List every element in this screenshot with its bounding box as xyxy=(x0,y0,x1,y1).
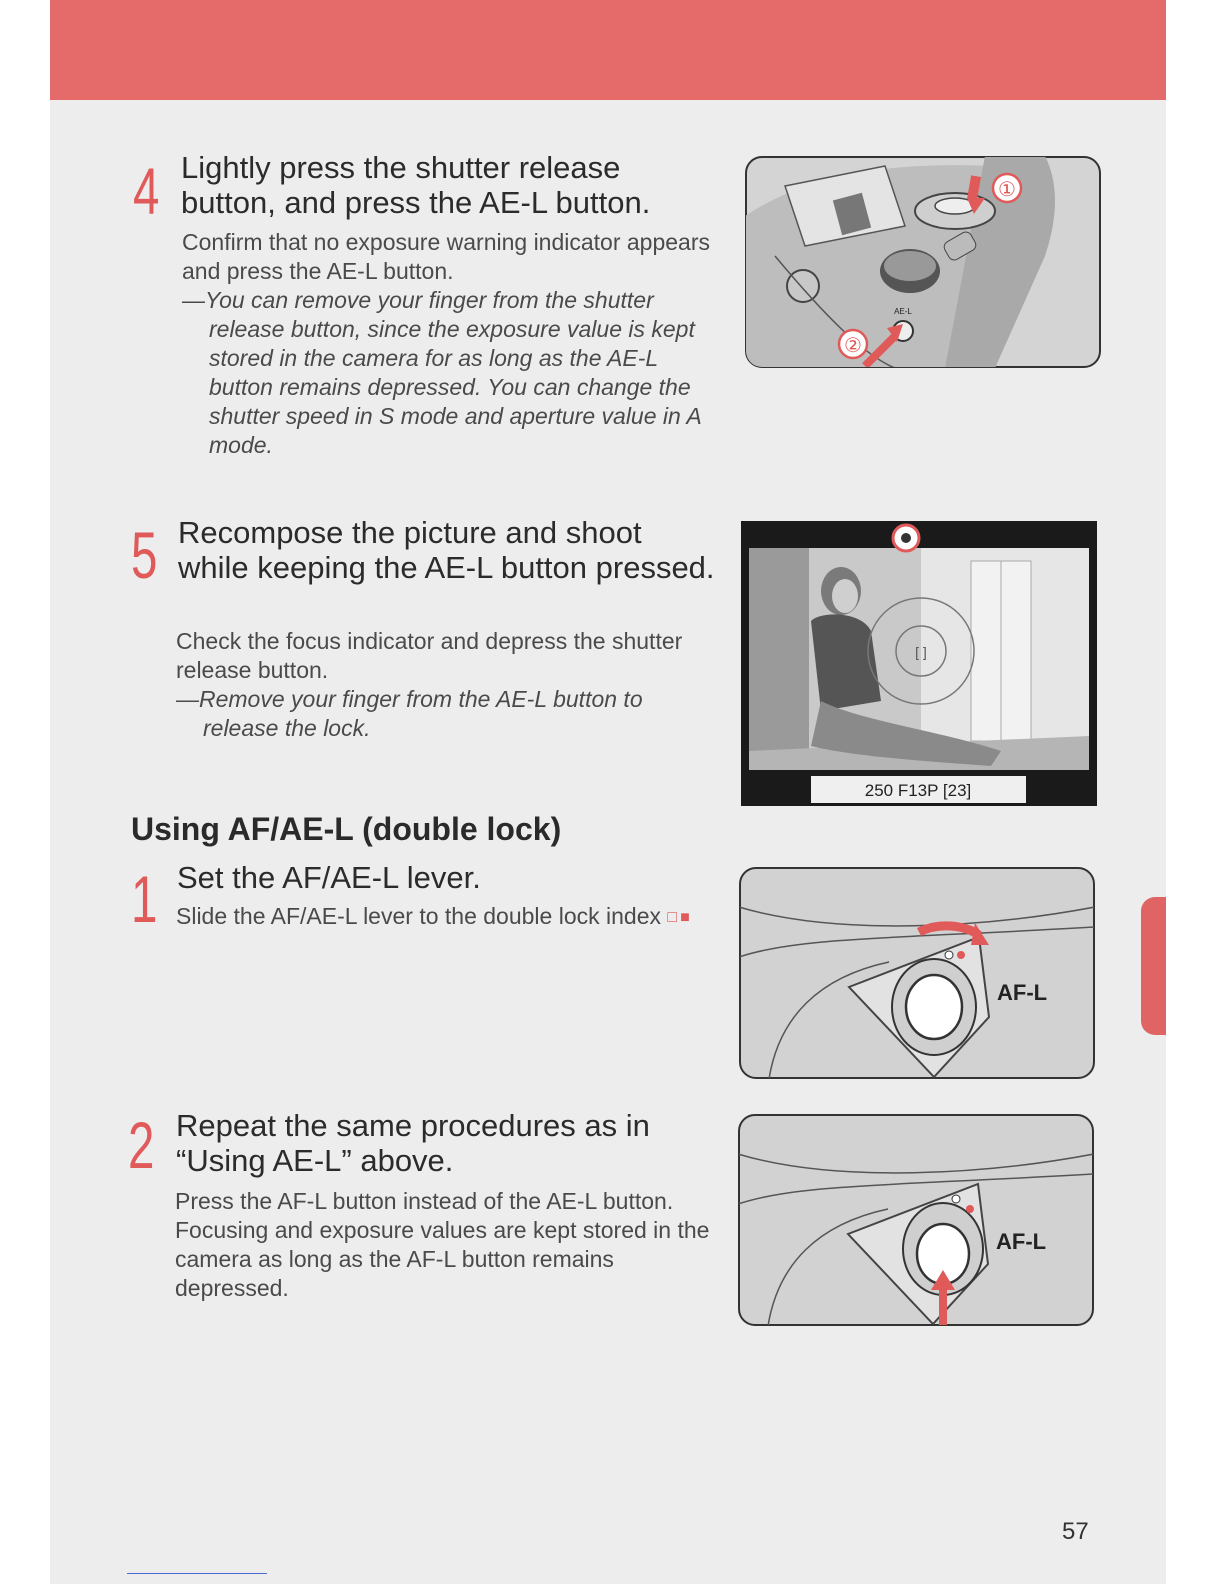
callout-2: ② xyxy=(844,335,862,357)
focus-frame-brackets: [ ] xyxy=(915,644,927,660)
figure-viewfinder xyxy=(741,521,1097,811)
step-1-number: 1 xyxy=(131,862,156,936)
step-4-body: Confirm that no exposure warning indicator appears and press the AE-L button. xyxy=(182,229,711,284)
double-lock-index-marks xyxy=(667,909,692,926)
page-number: 57 xyxy=(1062,1518,1089,1545)
step-1-title: Set the AF/AE-L lever. xyxy=(177,860,481,895)
step-5-note: —Remove your finger from the AE-L button to release the lock. xyxy=(176,686,643,741)
af-l-label-2: AF-L xyxy=(996,1229,1047,1254)
index-mark-hollow: □ xyxy=(667,909,681,926)
step-5-number: 5 xyxy=(131,518,156,592)
header-band xyxy=(50,0,1166,100)
step-1-body xyxy=(176,902,696,932)
footer-rule xyxy=(127,1573,267,1574)
step-2-body: Press the AF-L button instead of the AE-L button. Focusing and exposure values are kept stored in the camera as long as the AF-L button remains depressed. xyxy=(175,1188,710,1301)
step-2-title: Repeat the same procedures as in “Using AE-L” above. xyxy=(176,1108,650,1178)
step-5-title: Recompose the picture and shoot while keeping the AE-L button pressed. xyxy=(178,515,715,585)
step-5-body: Check the focus indicator and depress the shutter release button. xyxy=(176,628,683,683)
focus-indicator-icon xyxy=(901,533,911,543)
viewfinder-readout: 250 F13P [23] xyxy=(864,781,972,800)
figure-lever-press xyxy=(738,1114,1094,1331)
section-heading: Using AF/AE-L (double lock) xyxy=(131,811,562,847)
af-l-label-1: AF-L xyxy=(997,980,1048,1005)
index-mark-solid: ■ xyxy=(680,909,693,926)
ae-l-button-label: AE-L xyxy=(894,307,912,316)
step-4-note: —You can remove your finger from the shutter release button, since the exposure value is kept stored in the camera for as long as the AE-L button remains depressed. You can change the shutter speed in S mode and aperture value in A mode. xyxy=(182,287,701,458)
callout-1: ① xyxy=(998,179,1016,201)
figure-lever-set xyxy=(739,867,1095,1084)
step-4-number: 4 xyxy=(133,154,158,228)
section-side-tab xyxy=(1141,897,1166,1035)
step-4-title: Lightly press the shutter release button, and press the AE-L button. xyxy=(181,150,651,220)
figure-camera-top xyxy=(745,156,1101,373)
step-2-number: 2 xyxy=(128,1108,153,1182)
step-1-body-text: Slide the AF/AE-L lever to the double lock index xyxy=(176,903,661,929)
